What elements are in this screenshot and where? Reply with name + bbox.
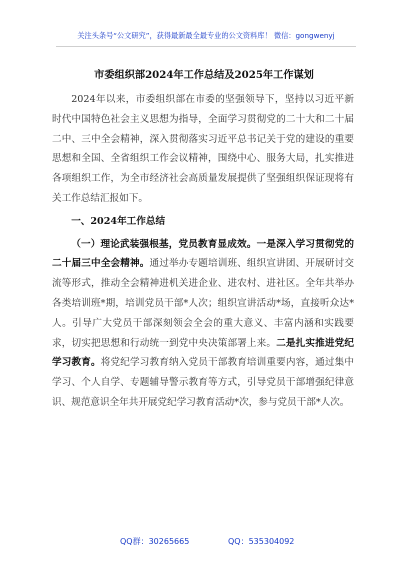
subitem-body-2: 将党纪学习教育纳入党员干部教育培训重要内容，通过集中学习、个人自学、专题辅导警示教育等方式，引导党员干部增强纪律意识、规范意识全年共开展党纪学习教育活动*次，参与党员干部*人次。 <box>52 357 354 408</box>
intro-paragraph: 2024年以来，市委组织部在市委的坚强领导下，坚持以习近平新时代中国特色社会主义思想为指导，全面学习贯彻党的二十大和二十届二中、三中全会精神，深入贯彻落实习近平总书记关于党的建设的重要思想和全国、全省组织工作会议精神，围绕中心、服务大局，扎实推进各项组织工作，为全市经济社会高质量发展提供了坚强组织保证现将有关工作总结汇报如下。 <box>52 94 354 204</box>
subitem-body-1: 通过举办专题培训班、组织宣讲团、开展研讨交流等形式，推动全会精神进机关进企业、进农村、进社区。全年共举办各类培训班*期，培训党员干部*人次；组织宣讲活动*场，直接听众达*人。引导广大党员干部深刻领会全会的重大意义、丰富内涵和实践要求，切实把思想和行动统一到党中央决策部署上来。 <box>52 258 354 349</box>
section-heading: 一、2024年工作总结 <box>71 215 166 227</box>
qq-group-contact: QQ群：30265665 <box>120 537 190 546</box>
qq-contact: QQ：535304092 <box>228 537 295 546</box>
document-title: 市委组织部2024年工作总结及2025年工作谋划 <box>94 69 314 81</box>
footer-contacts <box>0 534 408 550</box>
subitem-lead-2: 二是扎实推进党纪学习教育。 <box>52 337 355 369</box>
item-paragraph <box>52 235 354 413</box>
header-banner: 关注头条号“公文研究”，获得最新最全最专业的公文资料库！ 微信：gongwenyj <box>56 26 356 47</box>
item-lead: （一）理论武装强根基，党员教育显成效。 <box>71 238 257 250</box>
subitem-lead-1: 一是深入学习贯彻党的二十届三中全会精神。 <box>52 238 355 270</box>
document-body <box>52 90 354 413</box>
